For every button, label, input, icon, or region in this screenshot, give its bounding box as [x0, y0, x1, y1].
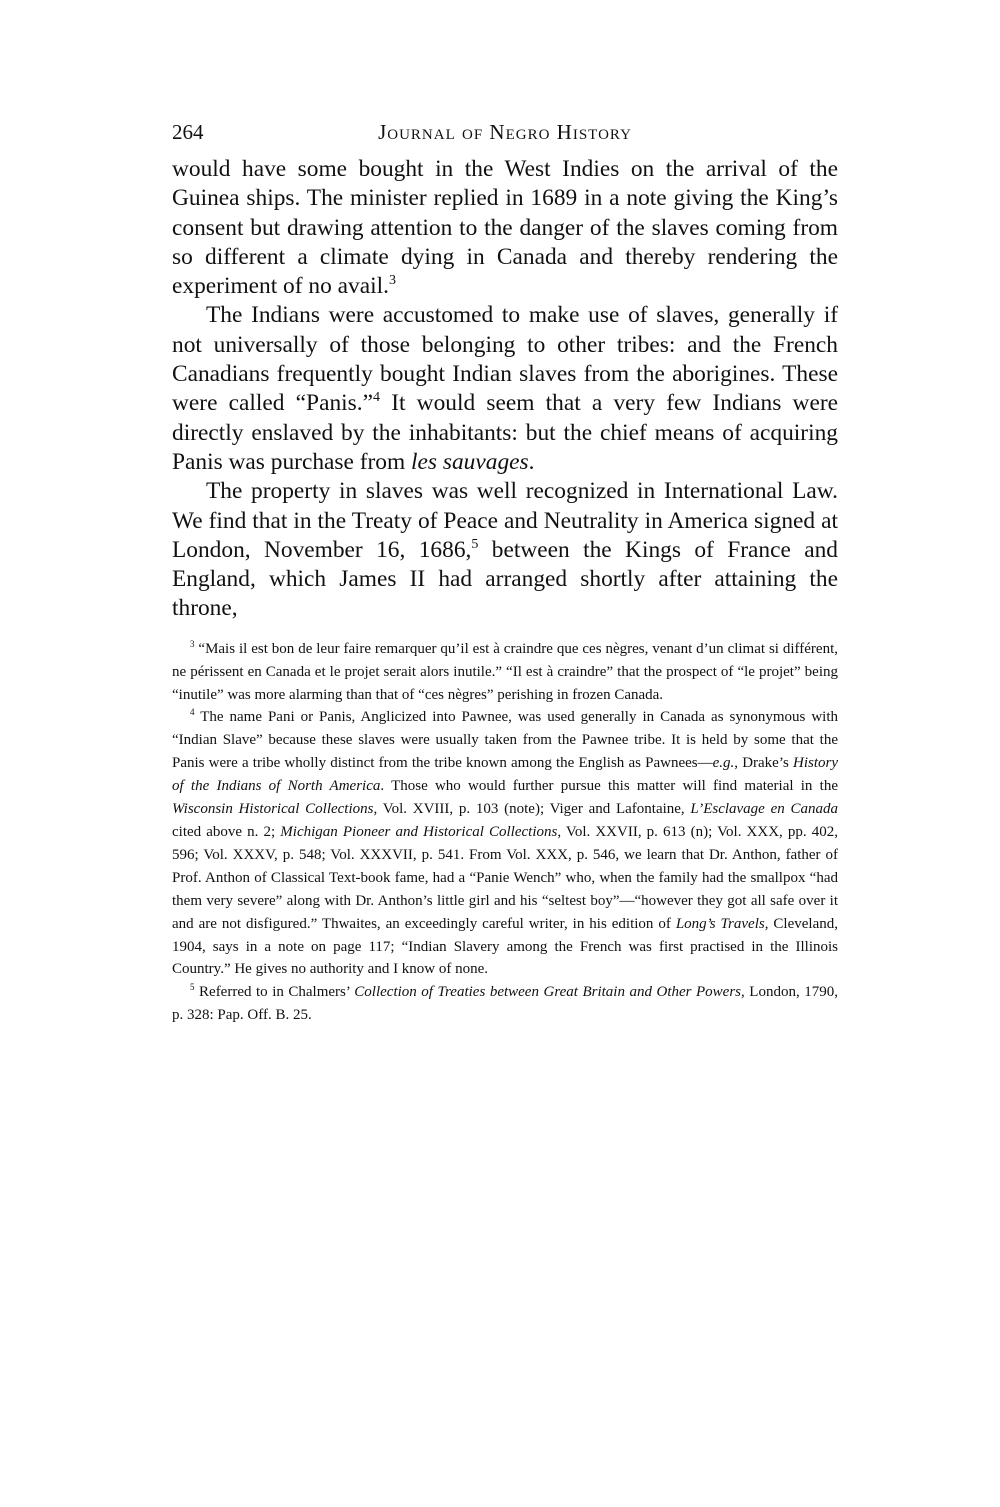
footnote-ref-5[interactable]: 5	[471, 536, 479, 553]
paragraph-3: The property in slaves was well recognized in International Law. We find that in the Treaty of Peace and Neutrality in America signed at London, November 16, 1686,$^5$ between the Kings of France and England, which James II had arranged shortly after attaining the throne,	[172, 478, 838, 622]
paragraph-1: would have some bought in the West Indies on the arrival of the Guinea ships. The minister replied in 1689 in a note giving the King’s consent but drawing attention to the danger of the slaves coming from so different a climate dying in Canada and thereby rendering the experiment of no avail.$^3$	[172, 156, 838, 300]
footnote-number-3: 3	[190, 638, 195, 649]
footnotes	[172, 638, 838, 1027]
footnote-ref-3[interactable]: 3	[388, 272, 396, 289]
main-text	[172, 155, 838, 624]
paragraph-2: The Indians were accustomed to make use of slaves, generally if not universally of those belonging to other tribes: and the French Canadians frequently bought Indian slaves from the aborigines. These were called “Panis.”$^4$ It would seem that a very few Indians were directly enslaved by the inhabitants: but the chief means of acquiring Panis was purchase from les sauvages.	[172, 302, 838, 475]
running-title: Journal of Negro History	[378, 120, 632, 144]
footnote-ref-4[interactable]: 4	[372, 389, 380, 406]
document-page	[172, 115, 838, 1027]
footnote-5: $^5$ Referred to in Chalmers’ Collection of Treaties between Great Britain and Other Powers, London, 1790, p. 328: Pap. Off. B. 25.	[172, 982, 838, 1024]
footnote-number-4: 4	[190, 707, 195, 718]
page-number: 264	[172, 120, 204, 144]
footnote-3: $^3$ “Mais il est bon de leur faire remarquer qu’il est à craindre que ces nègres, venant d’un climat si différent, ne périssent en Canada et le projet serait alors inutile.” “Il est à craindre” that the prospect of “le projet” being “inutile” was more alarming than that of “ces nègres” perishing in frozen Canada.	[172, 638, 838, 703]
footnote-number-5: 5	[190, 982, 195, 993]
page-header	[172, 115, 838, 155]
footnote-4: $^4$ The name Pani or Panis, Anglicized into Pawnee, was used generally in Canada as synonymous with “Indian Slave” because these slaves were usually taken from the Pawnee tribe. It is held by some that the Panis were a tribe wholly distinct from the tribe known among the English as Pawnees—e.g., Drake’s History of the Indians of North America. Those who would further pursue this matter will find material in the Wisconsin Historical Collections, Vol. XVIII, p. 103 (note); Viger and Lafontaine, L’Esclavage en Canada cited above n. 2; Michigan Pioneer and Historical Collections, Vol. XXVII, p. 613 (n); Vol. XXX, pp. 402, 596; Vol. XXXV, p. 548; Vol. XXXVII, p. 541. From Vol. XXX, p. 546, we learn that Dr. Anthon, father of Prof. Anthon of Classical Text-book fame, had a “Panie Wench” who, when the family had the smallpox “had them very severe” along with Dr. Anthon’s little girl and his “seltest boy”—“however they got all safe over it and are not disfigured.” Thwaites, an exceedingly careful writer, in his edition of Long’s Travels, Cleveland, 1904, says in a note on page 117; “Indian Slavery among the French was first practised in the Illinois Country.” He gives no authority and I know of none.	[172, 707, 838, 978]
